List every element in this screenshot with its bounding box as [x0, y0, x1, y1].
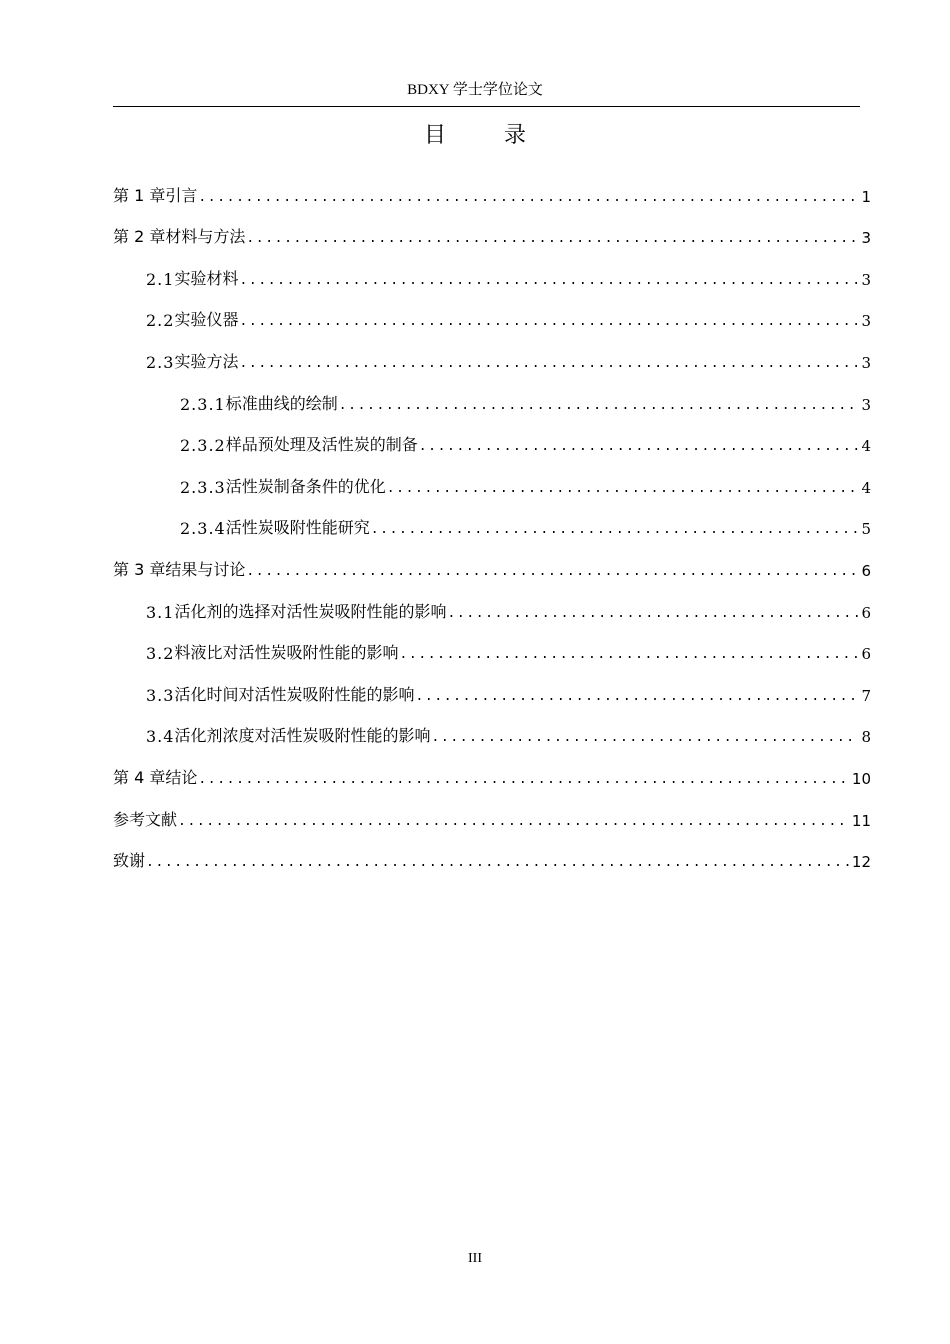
- entry-number: 2.2: [146, 311, 175, 331]
- entry-label: 材料与方法: [165, 227, 246, 247]
- toc-entry-section-2-3-1[interactable]: [113, 384, 871, 426]
- entry-page-number: 6: [861, 645, 871, 664]
- entry-number: 第 1 章: [113, 185, 166, 205]
- dot-leader: [198, 773, 849, 788]
- dot-leader: [178, 815, 849, 830]
- toc-entry-section-3-4[interactable]: [113, 717, 871, 759]
- entry-label: 活化剂的选择对活性炭吸附性能的影响: [174, 601, 447, 621]
- page-header: BDXY 学士学位论文: [407, 82, 543, 98]
- header-rule: [113, 106, 860, 107]
- entry-label: 致谢: [113, 851, 146, 871]
- toc-entry-chapter-4[interactable]: [113, 758, 871, 800]
- toc-entry-chapter-2[interactable]: [113, 218, 871, 260]
- entry-number: 3.3: [146, 685, 175, 705]
- dot-leader: [399, 648, 858, 663]
- toc-entry-section-2-1[interactable]: [113, 259, 871, 301]
- dot-leader: [239, 274, 858, 289]
- entry-label: 活性炭吸附性能研究: [225, 518, 370, 538]
- toc-title: 目录: [423, 123, 584, 148]
- entry-page-number: 8: [861, 728, 871, 747]
- entry-number: 3.2: [146, 644, 175, 664]
- entry-number: 2.3.2: [180, 436, 226, 456]
- entry-label: 样品预处理及活性炭的制备: [225, 435, 418, 455]
- entry-page-number: 4: [861, 437, 871, 456]
- entry-number: 2.3.3: [180, 477, 226, 497]
- entry-label: 实验材料: [174, 268, 239, 288]
- toc-entry-references[interactable]: [113, 800, 871, 842]
- entry-number: 3.4: [146, 727, 175, 747]
- entry-number: 2.3: [146, 352, 175, 372]
- entry-page-number: 1: [861, 187, 871, 206]
- dot-leader: [198, 191, 858, 206]
- entry-number: 第 2 章: [113, 227, 166, 247]
- toc-entry-section-2-3-2[interactable]: [113, 426, 871, 468]
- dot-leader: [387, 482, 859, 497]
- entry-label: 结果与讨论: [165, 559, 246, 579]
- entry-label: 活化剂浓度对活性炭吸附性能的影响: [174, 726, 431, 746]
- entry-page-number: 10: [851, 769, 871, 788]
- entry-page-number: 3: [861, 229, 871, 248]
- entry-number: 2.1: [146, 269, 175, 289]
- toc-entry-section-2-3[interactable]: [113, 342, 871, 384]
- entry-page-number: 11: [851, 811, 871, 830]
- dot-leader: [239, 357, 858, 372]
- dot-leader: [419, 440, 859, 455]
- dot-leader: [339, 399, 859, 414]
- dot-leader: [371, 523, 859, 538]
- entry-page-number: 3: [861, 395, 871, 414]
- dot-leader: [415, 690, 858, 705]
- entry-label: 标准曲线的绘制: [225, 393, 338, 413]
- entry-page-number: 3: [861, 270, 871, 289]
- toc-entry-section-3-3[interactable]: [113, 675, 871, 717]
- entry-label: 实验方法: [174, 351, 239, 371]
- entry-label: 活化时间对活性炭吸附性能的影响: [174, 684, 415, 704]
- entry-label: 参考文献: [113, 809, 178, 829]
- entry-number: 3.1: [146, 602, 175, 622]
- entry-label: 结论: [165, 767, 198, 787]
- entry-page-number: 3: [861, 353, 871, 372]
- entry-number: 2.3.4: [180, 519, 226, 539]
- page-footer-number: III: [468, 1251, 482, 1266]
- dot-leader: [431, 731, 858, 746]
- toc-entry-section-2-2[interactable]: [113, 301, 871, 343]
- entry-number: 第 3 章: [113, 559, 166, 579]
- entry-page-number: 7: [861, 686, 871, 705]
- table-of-contents: [113, 176, 871, 883]
- entry-label: 引言: [165, 185, 198, 205]
- entry-page-number: 12: [851, 853, 871, 872]
- entry-page-number: 6: [861, 561, 871, 580]
- dot-leader: [246, 565, 858, 580]
- entry-label: 料液比对活性炭吸附性能的影响: [174, 643, 399, 663]
- dot-leader: [146, 856, 849, 871]
- toc-entry-section-3-1[interactable]: [113, 592, 871, 634]
- entry-number: 2.3.1: [180, 394, 226, 414]
- toc-entry-section-3-2[interactable]: [113, 634, 871, 676]
- dot-leader: [246, 232, 858, 247]
- entry-label: 活性炭制备条件的优化: [225, 476, 386, 496]
- entry-page-number: 3: [861, 312, 871, 331]
- entry-page-number: 4: [861, 478, 871, 497]
- entry-label: 实验仪器: [174, 310, 239, 330]
- entry-page-number: 6: [861, 603, 871, 622]
- toc-entry-acknowledgements[interactable]: [113, 842, 871, 884]
- toc-entry-section-2-3-4[interactable]: [113, 509, 871, 551]
- entry-number: 第 4 章: [113, 767, 166, 787]
- toc-entry-chapter-3[interactable]: [113, 550, 871, 592]
- dot-leader: [447, 607, 858, 622]
- entry-page-number: 5: [861, 520, 871, 539]
- toc-entry-section-2-3-3[interactable]: [113, 467, 871, 509]
- toc-entry-chapter-1[interactable]: [113, 176, 871, 218]
- dot-leader: [239, 315, 858, 330]
